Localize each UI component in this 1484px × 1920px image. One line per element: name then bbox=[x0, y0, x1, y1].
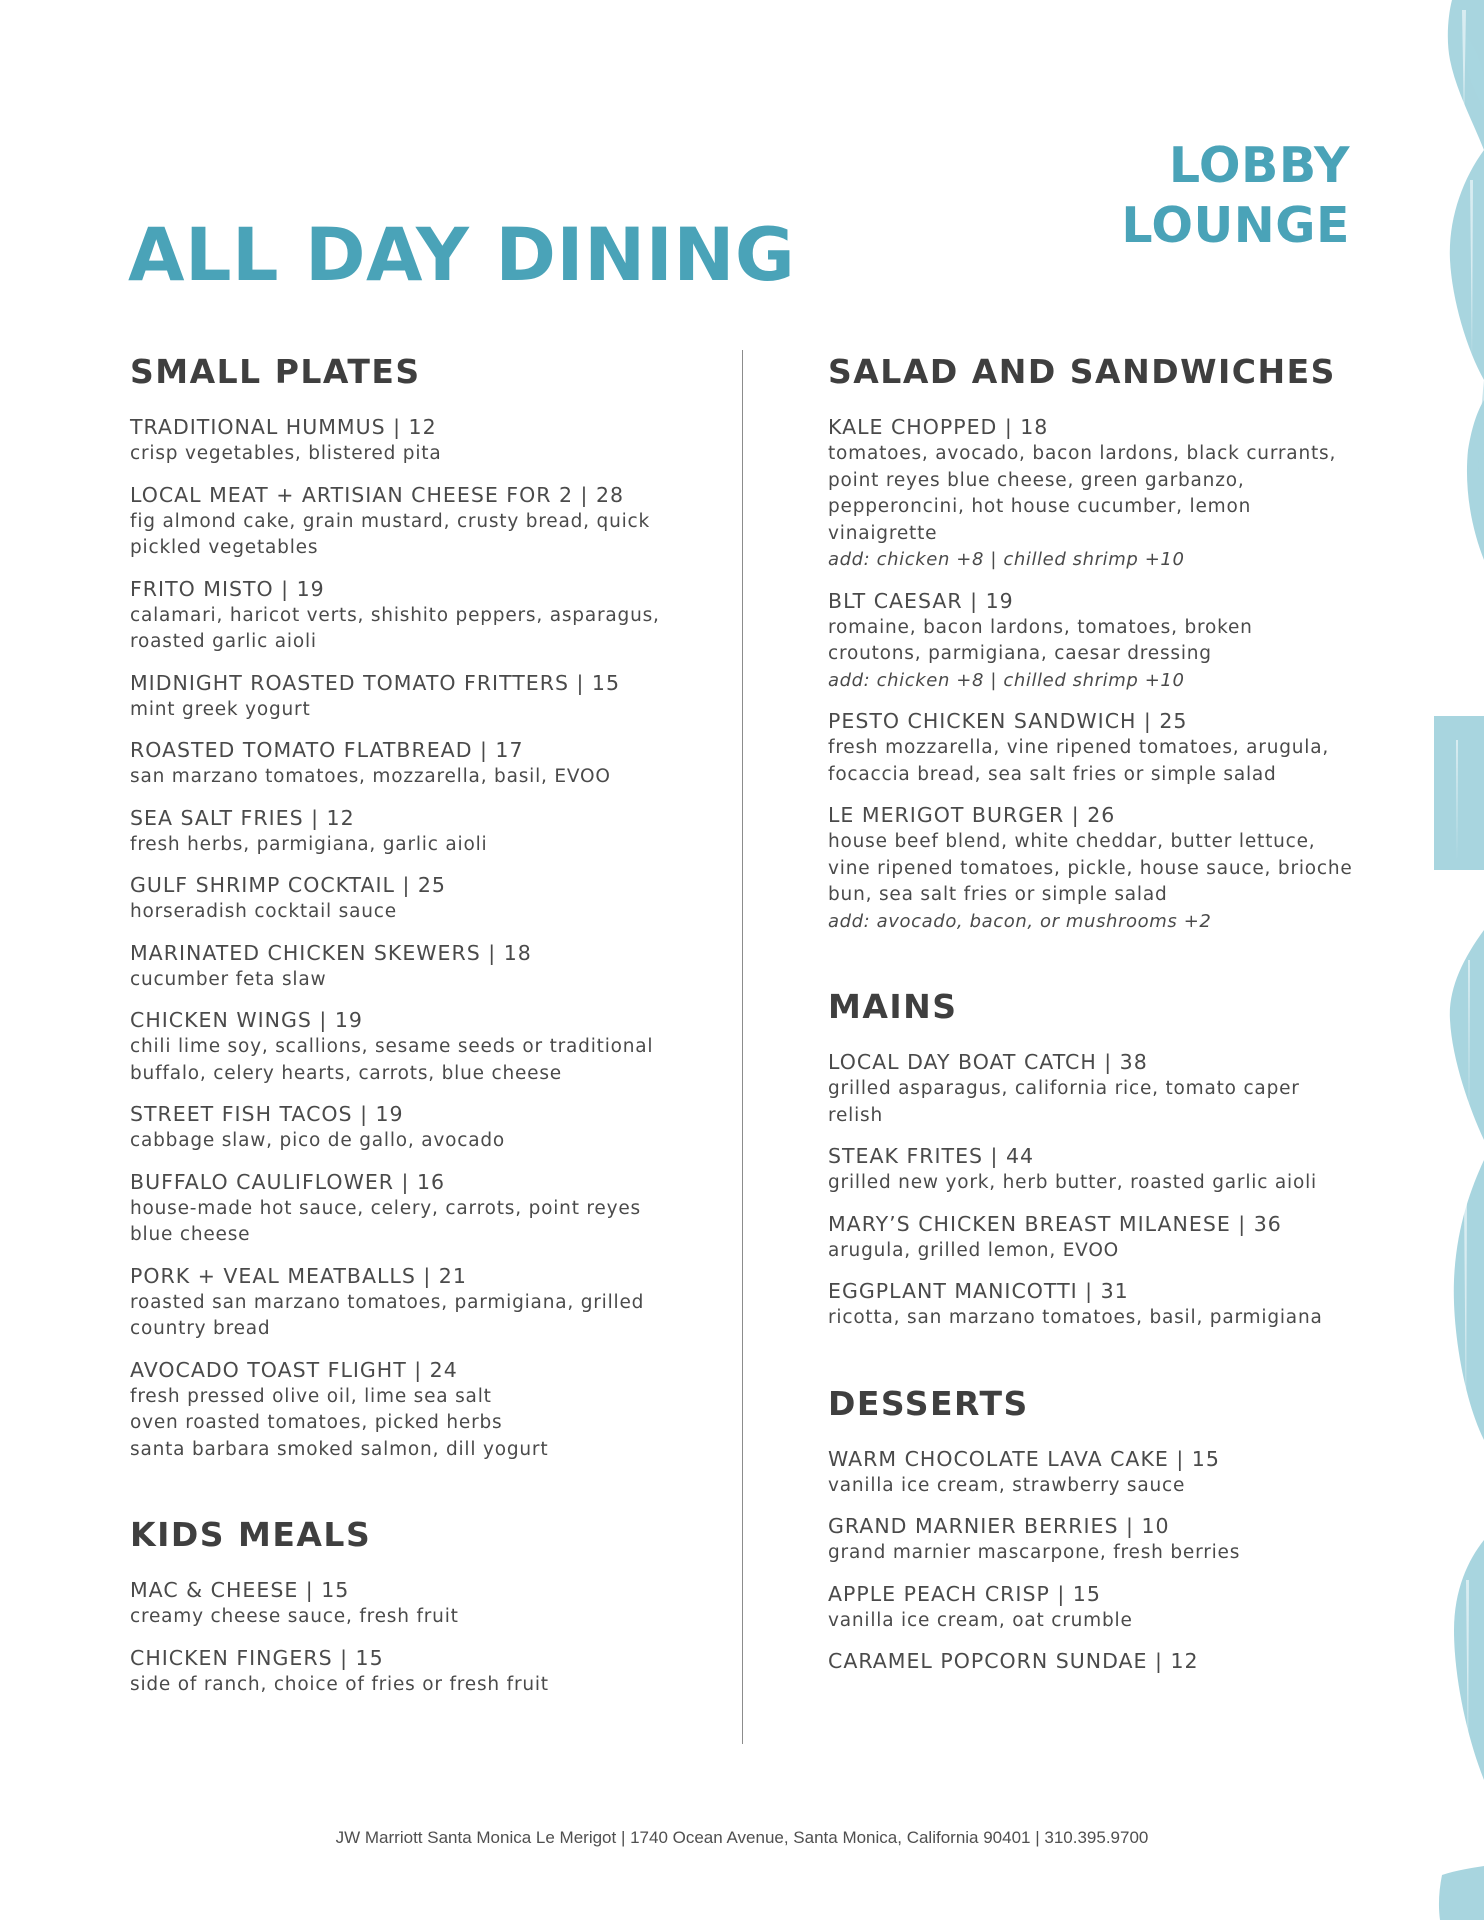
description-line: cucumber feta slaw bbox=[130, 968, 327, 990]
menu-item-name: STEAK FRITES | 44 bbox=[828, 1144, 1035, 1168]
menu-item-description bbox=[130, 441, 690, 468]
section-mains bbox=[828, 985, 1368, 1332]
menu-item-name: TRADITIONAL HUMMUS | 12 bbox=[130, 415, 437, 439]
menu-item-description bbox=[828, 1170, 1368, 1197]
menu-item-name: CARAMEL POPCORN SUNDAE | 12 bbox=[828, 1649, 1199, 1673]
menu-item-name: LOCAL DAY BOAT CATCH | 38 bbox=[828, 1050, 1148, 1074]
menu-item-description bbox=[828, 615, 1368, 668]
menu-item-description bbox=[130, 509, 690, 562]
menu-item bbox=[130, 1645, 690, 1699]
description-line: vanilla ice cream, strawberry sauce bbox=[828, 1474, 1186, 1496]
menu-item bbox=[130, 1169, 690, 1249]
description-line: vinaigrette bbox=[828, 522, 938, 544]
description-line: vine ripened tomatoes, pickle, house sauce, brioche bbox=[828, 857, 1353, 879]
description-line: horseradish cocktail sauce bbox=[130, 901, 397, 922]
section-small-plates bbox=[130, 350, 690, 1463]
description-line: fresh mozzarella, vine ripened tomatoes, arugula, bbox=[828, 737, 1330, 758]
menu-item-description bbox=[130, 1672, 690, 1699]
menu-item bbox=[828, 802, 1368, 935]
menu-item-description bbox=[828, 1238, 1368, 1265]
description-line: crisp vegetables, blistered pita bbox=[130, 443, 442, 464]
description-line: bun, sea salt fries or simple salad bbox=[828, 884, 1168, 905]
menu-item-description bbox=[828, 1305, 1368, 1332]
menu-item-name: GRAND MARNIER BERRIES | 10 bbox=[828, 1514, 1170, 1538]
section-title: KIDS MEALS bbox=[130, 1515, 372, 1554]
description-line: mint greek yogurt bbox=[130, 698, 311, 720]
menu-item bbox=[828, 1446, 1368, 1500]
menu-item-name: PORK + VEAL MEATBALLS | 21 bbox=[130, 1263, 467, 1288]
menu-item bbox=[130, 1357, 690, 1464]
menu-item-name: MAC & CHEESE | 15 bbox=[130, 1578, 350, 1602]
menu-item-name: BUFFALO CAULIFLOWER | 16 bbox=[130, 1169, 446, 1194]
menu-item bbox=[130, 482, 690, 562]
description-line: ricotta, san marzano tomatoes, basil, parmigiana bbox=[828, 1307, 1323, 1328]
menu-item-addon: add: chicken +8 | chilled shrimp +10 bbox=[828, 669, 1185, 691]
description-line: fresh herbs, parmigiana, garlic aioli bbox=[130, 833, 488, 855]
description-line: santa barbara smoked salmon, dill yogurt bbox=[130, 1438, 549, 1460]
menu-item-name: WARM CHOCOLATE LAVA CAKE | 15 bbox=[828, 1446, 1220, 1471]
menu-item-description bbox=[130, 832, 690, 859]
column-divider bbox=[742, 350, 743, 1744]
section-title: MAINS bbox=[828, 987, 958, 1026]
description-line: point reyes blue cheese, green garbanzo, bbox=[828, 469, 1245, 491]
menu-item-name: GULF SHRIMP COCKTAIL | 25 bbox=[130, 873, 446, 897]
menu-item-name: BLT CAESAR | 19 bbox=[828, 588, 1014, 613]
menu-item-description bbox=[130, 697, 690, 724]
menu-item-description bbox=[828, 829, 1368, 909]
description-line: san marzano tomatoes, mozzarella, basil, EVOO bbox=[130, 766, 611, 787]
menu-item-description bbox=[130, 764, 690, 791]
description-line: cabbage slaw, pico de gallo, avocado bbox=[130, 1130, 506, 1151]
menu-item bbox=[828, 414, 1368, 574]
menu-item-description bbox=[828, 1608, 1368, 1635]
menu-item-name: CHICKEN WINGS | 19 bbox=[130, 1008, 363, 1032]
menu-item-description bbox=[828, 735, 1368, 788]
section-title: SALAD AND SANDWICHES bbox=[828, 352, 1336, 391]
menu-item bbox=[130, 576, 690, 656]
menu-item-name: EGGPLANT MANICOTTI | 31 bbox=[828, 1279, 1129, 1303]
left-column bbox=[130, 350, 690, 1748]
description-line: creamy cheese sauce, fresh fruit bbox=[130, 1606, 459, 1627]
menu-item bbox=[828, 1581, 1368, 1635]
menu-item-name: MARY’S CHICKEN BREAST MILANESE | 36 bbox=[828, 1211, 1282, 1236]
description-line: oven roasted tomatoes, picked herbs bbox=[130, 1412, 503, 1433]
menu-item-name: CHICKEN FINGERS | 15 bbox=[130, 1645, 384, 1670]
menu-item-description bbox=[828, 441, 1368, 547]
menu-item bbox=[828, 1211, 1368, 1265]
description-line: roasted san marzano tomatoes, parmigiana, grilled bbox=[130, 1291, 645, 1313]
menu-item bbox=[130, 414, 690, 468]
section-salads-sandwiches bbox=[828, 350, 1368, 935]
menu-item-addon: add: avocado, bacon, or mushrooms +2 bbox=[828, 910, 1212, 932]
menu-item bbox=[828, 1143, 1368, 1197]
section-title: SMALL PLATES bbox=[130, 352, 421, 391]
footer-address: JW Marriott Santa Monica Le Merigot | 1740 Ocean Avenue, Santa Monica, California 90401 | 310.395.9700 bbox=[335, 1828, 1149, 1847]
menu-item-name: STREET FISH TACOS | 19 bbox=[130, 1102, 404, 1126]
description-line: grand marnier mascarpone, fresh berries bbox=[828, 1542, 1241, 1563]
description-line: pepperoncini, hot house cucumber, lemon bbox=[828, 496, 1252, 517]
menu-item-description bbox=[130, 967, 690, 994]
menu-item-addon: add: chicken +8 | chilled shrimp +10 bbox=[828, 549, 1185, 570]
description-line: roasted garlic aioli bbox=[130, 631, 317, 652]
right-column bbox=[828, 350, 1368, 1725]
menu-item-name: APPLE PEACH CRISP | 15 bbox=[828, 1581, 1101, 1606]
description-line: calamari, haricot verts, shishito peppers, asparagus, bbox=[130, 604, 660, 626]
menu-item-name: AVOCADO TOAST FLIGHT | 24 bbox=[130, 1357, 458, 1382]
menu-item bbox=[828, 708, 1368, 788]
description-line: grilled asparagus, california rice, tomato caper bbox=[828, 1078, 1300, 1099]
menu-item bbox=[828, 1278, 1368, 1332]
menu-item-name: MARINATED CHICKEN SKEWERS | 18 bbox=[130, 940, 532, 965]
description-line: vanilla ice cream, oat crumble bbox=[828, 1609, 1133, 1631]
menu-item-description bbox=[130, 1604, 690, 1631]
menu-item-name: LE MERIGOT BURGER | 26 bbox=[828, 803, 1116, 827]
menu-item-description bbox=[130, 1290, 690, 1343]
description-line: arugula, grilled lemon, EVOO bbox=[828, 1239, 1120, 1261]
menu-item-description bbox=[130, 1384, 690, 1464]
menu-item-name: MIDNIGHT ROASTED TOMATO FRITTERS | 15 bbox=[130, 670, 621, 695]
description-line: country bread bbox=[130, 1318, 271, 1339]
page-title: ALL DAY DINING bbox=[128, 213, 796, 298]
menu-item bbox=[130, 1263, 690, 1343]
menu-item bbox=[828, 1513, 1368, 1567]
lounge-title: LOBBY LOUNGE bbox=[1121, 137, 1350, 254]
description-line: relish bbox=[828, 1104, 884, 1126]
menu-list bbox=[828, 1049, 1368, 1332]
menu-item-name: FRITO MISTO | 19 bbox=[130, 576, 325, 601]
menu-item bbox=[130, 1101, 690, 1155]
menu-item-description bbox=[828, 1473, 1368, 1500]
menu-item-name: ROASTED TOMATO FLATBREAD | 17 bbox=[130, 738, 524, 762]
description-line: croutons, parmigiana, caesar dressing bbox=[828, 643, 1212, 664]
decorative-brush-strokes bbox=[1412, 0, 1484, 1920]
description-line: grilled new york, herb butter, roasted garlic aioli bbox=[828, 1172, 1317, 1193]
menu-item-description bbox=[130, 603, 690, 656]
menu-item bbox=[828, 1648, 1368, 1675]
menu-item bbox=[130, 872, 690, 926]
section-kids-meals bbox=[130, 1513, 690, 1698]
description-line: fig almond cake, grain mustard, crusty bread, quick bbox=[130, 510, 651, 532]
menu-item-description bbox=[130, 1034, 690, 1087]
description-line: focaccia bread, sea salt fries or simple salad bbox=[828, 763, 1277, 785]
description-line: romaine, bacon lardons, tomatoes, broken bbox=[828, 616, 1253, 638]
menu-item bbox=[130, 737, 690, 791]
menu-item bbox=[130, 1577, 690, 1631]
menu-item bbox=[130, 940, 690, 994]
menu-item-description bbox=[130, 1128, 690, 1155]
menu-item bbox=[130, 670, 690, 724]
description-line: fresh pressed olive oil, lime sea salt bbox=[130, 1385, 492, 1407]
menu-item-description bbox=[130, 899, 690, 926]
menu-item bbox=[828, 1049, 1368, 1129]
menu-item-description bbox=[828, 1076, 1368, 1129]
menu-item-description bbox=[130, 1196, 690, 1249]
description-line: house-made hot sauce, celery, carrots, point reyes bbox=[130, 1197, 641, 1219]
description-line: tomatoes, avocado, bacon lardons, black currants, bbox=[828, 443, 1337, 464]
menu-item-name: PESTO CHICKEN SANDWICH | 25 bbox=[828, 709, 1188, 733]
description-line: chili lime soy, scallions, sesame seeds or traditional bbox=[130, 1036, 654, 1057]
menu-item bbox=[828, 588, 1368, 695]
menu-item-name: LOCAL MEAT + ARTISIAN CHEESE FOR 2 | 28 bbox=[130, 482, 625, 507]
description-line: side of ranch, choice of fries or fresh fruit bbox=[130, 1673, 549, 1695]
description-line: buffalo, celery hearts, carrots, blue cheese bbox=[130, 1062, 562, 1084]
menu-item bbox=[130, 805, 690, 859]
menu-item-name: SEA SALT FRIES | 12 bbox=[130, 805, 355, 830]
description-line: house beef blend, white cheddar, butter lettuce, bbox=[828, 831, 1316, 852]
section-desserts bbox=[828, 1382, 1368, 1676]
menu-item bbox=[130, 1007, 690, 1087]
section-title: DESSERTS bbox=[828, 1383, 1029, 1423]
menu-item-name: KALE CHOPPED | 18 bbox=[828, 415, 1049, 439]
menu-list bbox=[130, 1577, 690, 1698]
menu-list bbox=[828, 1446, 1368, 1676]
menu-list bbox=[130, 414, 690, 1463]
menu-list bbox=[828, 414, 1368, 935]
description-line: pickled vegetables bbox=[130, 537, 319, 558]
menu-item-description bbox=[828, 1540, 1368, 1567]
description-line: blue cheese bbox=[130, 1224, 251, 1245]
